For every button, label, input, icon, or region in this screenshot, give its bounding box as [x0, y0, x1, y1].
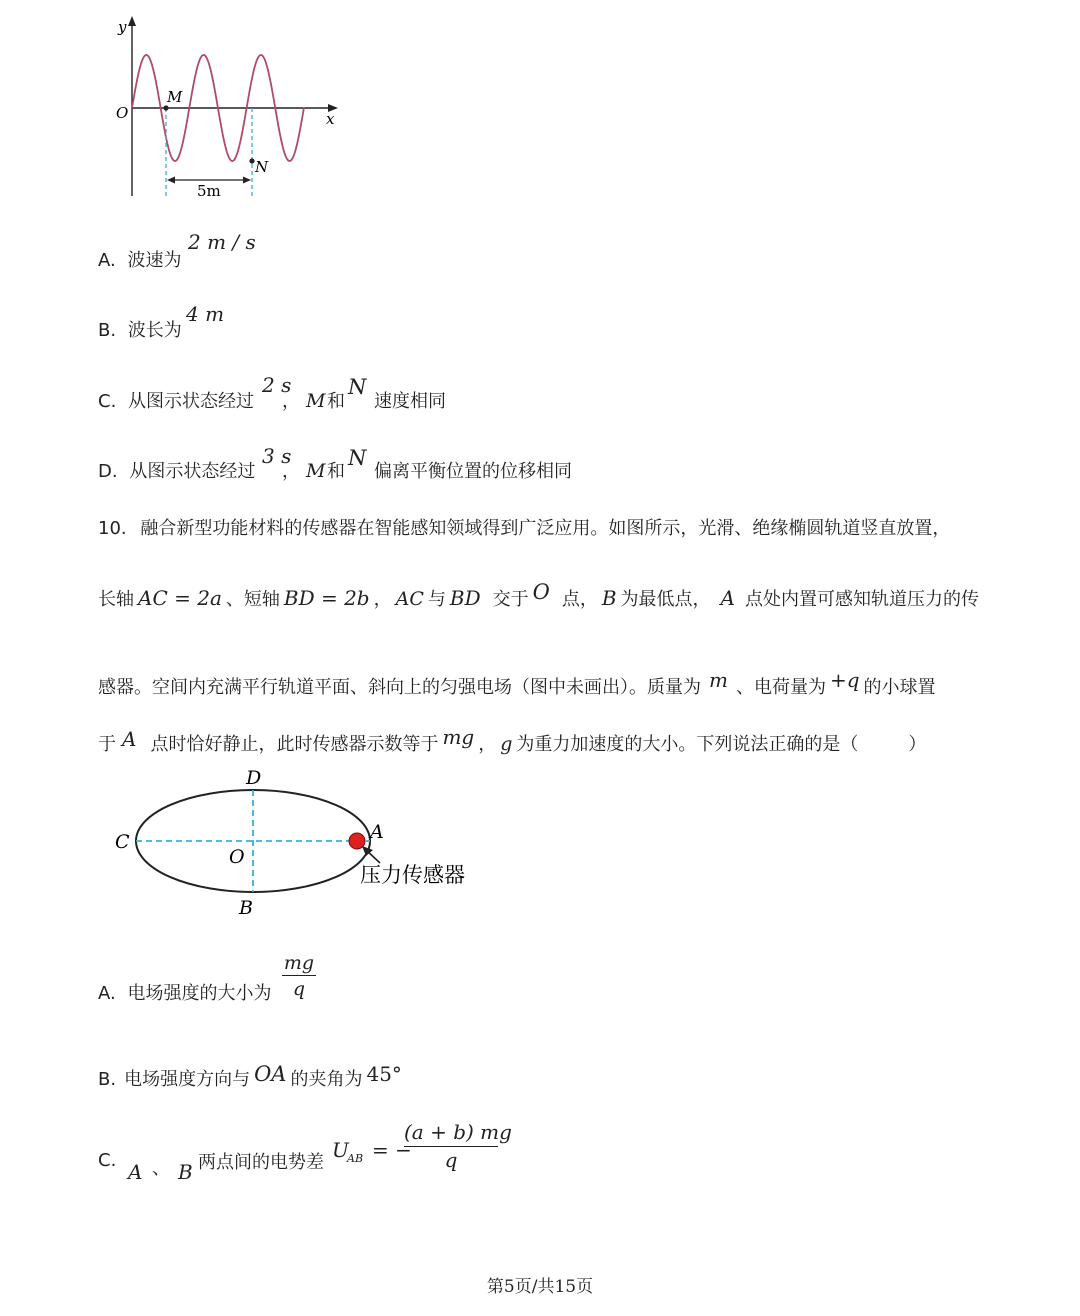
question-text: 融合新型功能材料的传感器在智能感知领域得到广泛应用。如图所示，光滑、绝缘椭圆轨道竖直放置， — [140, 518, 951, 539]
option-label: B. — [98, 320, 117, 341]
text-segment: 、电荷量为 — [735, 677, 826, 698]
math-m: m — [709, 668, 728, 692]
math-bd2: BD — [449, 586, 481, 610]
distance-arrow-right — [243, 177, 251, 184]
text-segment: 为重力加速度的大小。下列说法正确的是（ — [516, 734, 859, 755]
q10-line-3 — [98, 668, 936, 698]
text-segment: 于 — [98, 734, 116, 755]
text-segment: 交于 — [492, 589, 529, 610]
wave-figure — [100, 12, 350, 207]
text-segment: ， — [478, 734, 497, 755]
q9-option-d-m: M — [306, 460, 326, 482]
q9-option-b-value: 4 m — [186, 302, 225, 326]
math-a: A — [720, 586, 735, 610]
option-text: 的夹角为 — [290, 1069, 363, 1090]
m-label: M — [167, 88, 183, 106]
distance-arrow-left — [167, 177, 175, 184]
sensor-label: 压力传感器 — [360, 863, 465, 887]
y-axis-label: y — [118, 18, 127, 36]
math-oa: OA — [254, 1062, 287, 1086]
fraction-potential-difference — [404, 1120, 512, 1172]
option-label: B. — [98, 1069, 117, 1090]
q9-option-a-value: 2 m / s — [188, 230, 256, 254]
fraction-bar — [404, 1146, 498, 1147]
text-segment: 为最低点， — [620, 589, 711, 610]
option-text: 电场强度方向与 — [124, 1069, 251, 1090]
n-label: N — [255, 158, 269, 176]
math-g: g — [500, 733, 513, 755]
text-segment: 点处内置可感知轨道压力的传 — [744, 589, 979, 610]
q9-option-d-comma: ， — [282, 461, 300, 482]
q9-option-c-n: N — [348, 375, 367, 399]
y-axis-arrow — [128, 16, 136, 26]
math-ac2: AC — [395, 588, 424, 610]
text-segment: 与 — [427, 589, 446, 610]
angle-value: 45° — [366, 1062, 402, 1086]
option-label: A. — [98, 250, 116, 271]
text-segment: 点时恰好静止，此时传感器示数等于 — [150, 734, 439, 755]
fraction-denominator: q — [292, 978, 306, 1000]
option-label: A. — [98, 983, 116, 1004]
option-label: C. — [98, 391, 117, 412]
q10-option-b — [98, 1062, 402, 1090]
text-segment: 的小球置 — [863, 677, 936, 698]
label-o: O — [229, 846, 245, 868]
x-axis-label: x — [326, 110, 335, 128]
question-number: 10. — [98, 518, 127, 539]
page-footer: 第5页/共15页 — [486, 1277, 594, 1297]
separator: 、 — [152, 1158, 170, 1179]
q9-option-c — [98, 393, 254, 411]
text-segment: ， — [373, 589, 392, 610]
math-o: O — [532, 580, 550, 604]
label-d: D — [246, 767, 262, 789]
q9-option-c-he: 和 — [327, 391, 345, 412]
math-u-subscript: AB — [347, 1152, 364, 1165]
q9-option-d-n: N — [348, 446, 367, 470]
text-segment: ） — [908, 734, 927, 755]
point-n — [249, 158, 254, 163]
option-text: 波长为 — [127, 320, 182, 341]
label-a: A — [370, 821, 384, 843]
math-bd: BD = 2b — [283, 586, 370, 610]
q9-option-c-time: 2 s — [262, 373, 292, 397]
q9-option-d-time: 3 s — [262, 444, 292, 468]
origin-label: O — [116, 104, 129, 122]
fraction-bar — [282, 975, 316, 976]
math-a: A — [128, 1160, 143, 1184]
math-u: U — [332, 1138, 349, 1162]
label-b: B — [239, 897, 253, 919]
math-plus-q: +q — [829, 668, 860, 692]
option-text: 从图示状态经过 — [128, 391, 255, 412]
fraction-numerator: (a + b) mg — [404, 1120, 512, 1144]
text-segment: 、短轴 — [225, 589, 280, 610]
option-text: 波速为 — [127, 250, 182, 271]
fraction-mg-over-q — [282, 952, 316, 1000]
option-label: D. — [98, 461, 118, 482]
q10-line-4 — [98, 725, 927, 755]
fraction-denominator: q — [444, 1148, 458, 1172]
math-b: B — [178, 1160, 193, 1184]
q9-option-c-comma: ， — [282, 391, 300, 412]
option-text: 从图示状态经过 — [129, 461, 256, 482]
math-a: A — [122, 727, 137, 751]
distance-label: 5m — [197, 182, 221, 200]
text-segment: 感器。空间内充满平行轨道平面、斜向上的匀强电场（图中未画出）。质量为 — [98, 677, 701, 698]
option-text: 两点间的电势差 — [198, 1152, 324, 1173]
text-segment: 点， — [561, 589, 598, 610]
fraction-numerator: mg — [283, 952, 315, 974]
math-mg: mg — [442, 725, 475, 749]
math-ac: AC = 2a — [138, 586, 222, 610]
q9-option-d — [98, 463, 255, 481]
q10-option-a — [98, 985, 271, 1003]
label-c: C — [115, 831, 130, 853]
q10-line-1 — [98, 520, 950, 538]
q9-option-c-tail: 速度相同 — [374, 391, 446, 412]
q10-option-c-label: C. — [98, 1150, 117, 1171]
q9-option-a — [98, 252, 181, 270]
math-b: B — [601, 586, 617, 610]
point-m — [163, 105, 168, 110]
ellipse-figure — [105, 760, 505, 925]
q9-option-b — [98, 322, 182, 340]
q10-line-2 — [98, 580, 979, 610]
q9-option-d-tail: 偏离平衡位置的位移相同 — [374, 461, 572, 482]
equals-minus: = − — [372, 1138, 412, 1162]
q9-option-c-m: M — [306, 390, 326, 412]
q9-option-d-he: 和 — [327, 461, 345, 482]
option-text: 电场强度的大小为 — [127, 983, 272, 1004]
text-segment: 长轴 — [98, 589, 134, 610]
